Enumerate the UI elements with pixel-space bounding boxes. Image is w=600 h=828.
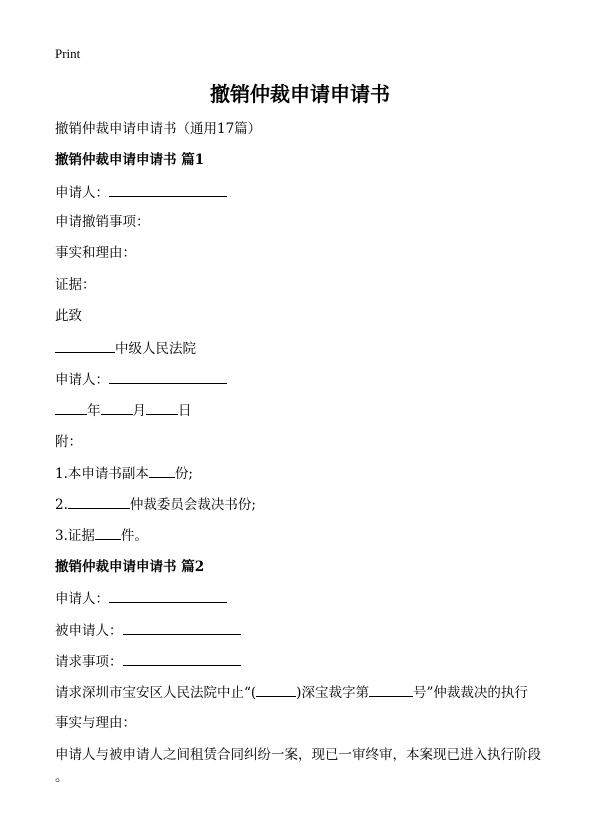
s1-attach-item1-suffix: 份;: [174, 466, 193, 482]
s1-attach-label: 附：: [55, 434, 82, 450]
s1-revoke-items-label: 申请撤销事项：: [55, 214, 150, 230]
s2-applicant-blank: [109, 589, 227, 603]
s1-court-blank: [55, 339, 115, 353]
s2-request-blank: [123, 652, 241, 666]
s1-attach-item1-blank: [149, 464, 175, 478]
s2-applicant-line: [55, 589, 227, 608]
s2-request-text: [55, 683, 528, 702]
s1-applicant-label: 申请人：: [55, 185, 109, 201]
s1-facts-label: 事实和理由：: [55, 245, 136, 261]
document-subtitle: 撤销仲裁申请申请书（通用17篇）: [55, 121, 262, 137]
s2-applicant-label: 申请人：: [55, 591, 109, 607]
s2-request-line: [55, 652, 241, 671]
s2-facts-text-line-2: 。: [55, 769, 69, 785]
s1-attach-item3-prefix: 3.证据: [55, 528, 95, 544]
s1-attach-item-1: [55, 464, 193, 483]
s2-request-text-part3: 号”仲裁裁决的执行: [412, 685, 528, 701]
s1-date-month: 月: [132, 403, 146, 419]
s1-applicant-line: [55, 183, 227, 202]
s1-to-label: 此致: [55, 308, 82, 324]
s2-case-number-blank: [369, 683, 413, 697]
s1-attach-item-3: [55, 526, 148, 545]
s2-respondent-label: 被申请人：: [55, 623, 123, 639]
s2-facts-label: 事实与理由：: [55, 715, 136, 731]
s2-respondent-blank: [123, 621, 241, 635]
print-link[interactable]: Print: [55, 46, 81, 61]
s1-applicant-label-2: 申请人：: [55, 372, 109, 388]
s1-year-blank: [55, 401, 87, 415]
s1-date-line: [55, 401, 192, 420]
section-1-heading: 撤销仲裁申请申请书 篇1: [55, 152, 205, 168]
s2-request-label: 请求事项：: [55, 654, 123, 670]
s1-date-year: 年: [87, 403, 101, 419]
s1-applicant-blank-2: [109, 370, 227, 384]
s1-day-blank: [146, 401, 178, 415]
s1-attach-item3-blank: [95, 526, 121, 540]
s2-request-text-part2: )深宝裁字第: [296, 685, 369, 701]
s2-respondent-line: [55, 621, 241, 640]
s1-applicant-blank: [109, 183, 227, 197]
s1-attach-item3-suffix: 件。: [120, 528, 148, 544]
s1-attach-item2-prefix: 2.: [55, 497, 68, 513]
s1-date-day: 日: [178, 403, 192, 419]
s1-court-suffix: 中级人民法院: [115, 341, 196, 357]
document-title: 撤销仲裁申请申请书: [210, 82, 390, 106]
s1-applicant-line-2: [55, 370, 227, 389]
s2-request-text-part1: 请求深圳市宝安区人民法院中止“(: [55, 685, 257, 701]
s1-evidence-label: 证据：: [55, 277, 96, 293]
s1-court-line: [55, 339, 196, 358]
section-2-heading: 撤销仲裁申请申请书 篇2: [55, 559, 205, 575]
s1-attach-item-2: [55, 495, 256, 514]
s2-facts-text-line-1: 申请人与被申请人之间租赁合同纠纷一案，现已一审终审，本案现已进入执行阶段: [55, 747, 541, 763]
s1-attach-item2-suffix: 仲裁委员会裁决书份;: [129, 497, 256, 513]
s1-attach-item2-blank: [68, 495, 130, 509]
s1-month-blank: [101, 401, 133, 415]
s2-case-year-blank: [256, 683, 296, 697]
s1-attach-item1-prefix: 1.本申请书副本: [55, 466, 149, 482]
